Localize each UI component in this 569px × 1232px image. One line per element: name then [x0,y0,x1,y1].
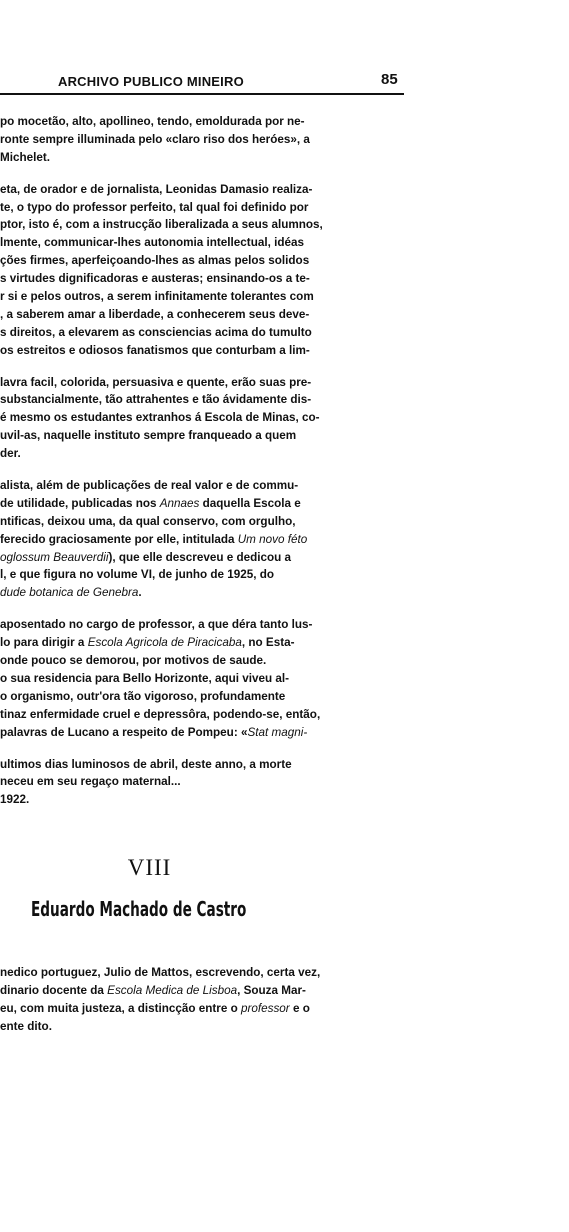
paragraph [0,756,404,810]
text-line: o organismo, outr'ora tão vigoroso, profundamente [0,689,286,703]
text-line: dinario docente da Escola Medica de Lisboa, Souza Mar- [0,983,306,997]
text-line: , a saberem amar a liberdade, a conhecerem seus deve- [0,307,310,321]
text-line: po mocetão, alto, apollineo, tendo, emoldurada por ne- [0,115,305,128]
text-line: ções firmes, aperfeiçoando-lhes as almas pelos solidos [0,254,310,268]
text-line: dude botanica de Genebra. [0,586,142,600]
text-line: Michelet. [0,150,51,164]
text-line: o sua residencia para Bello Horizonte, aqui viveu al- [0,671,290,685]
text-line: oglossum Beauverdii), que elle descreveu e dedicou a [0,550,292,564]
text-line: ptor, isto é, com a instrucção liberalizada a seus alumnos, [0,218,323,232]
text-line: tinaz enfermidade cruel e depressôra, podendo-se, então, [0,707,321,721]
text-line: ferecido graciosamente por elle, intitulada Um novo féto [0,532,308,546]
text-line: nedico portuguez, Julio de Mattos, escrevendo, certa vez, [0,966,321,979]
text-line: palavras de Lucano a respeito de Pompeu: «Stat magni- [0,725,308,739]
page-number: 85 [381,71,398,88]
text-line: ntificas, deixou uma, da qual conservo, com orgulho, [0,514,296,528]
text-line: l, e que figura no volume VI, de junho de 1925, do [0,568,275,582]
text-line: alista, além de publicações de real valor e de commu- [0,479,299,493]
text-line: uvil-as, naquelle instituto sempre franqueado a quem [0,429,297,443]
text-line: ronte sempre illuminada pelo «claro riso dos heróes», a [0,132,310,146]
text-line: s virtudes dignificadoras e austeras; ensinando-os a te- [0,272,310,286]
paragraph [0,477,404,602]
text-line: der. [0,447,21,461]
text-line: eta, de orador e de jornalista, Leonidas Damasio realiza- [0,182,313,196]
chapter-opening-text [0,964,404,1036]
text-line: s direitos, a elevarem as consciencias acima do tumulto [0,325,312,339]
text-line: aposentado no cargo de professor, a que déra tanto lus- [0,618,313,632]
text-line: lavra facil, colorida, persuasiva e quente, erão suas pre- [0,375,312,389]
text-line: lo para dirigir a Escola Agricola de Piracicaba, no Esta- [0,636,295,650]
text-line: neceu em seu regaço maternal... [0,775,181,789]
text-line: eu, com muita justeza, a distincção entre o professor e o [0,1001,310,1015]
paragraph [0,113,404,167]
text-line: ultimos dias luminosos de abril, deste anno, a morte [0,757,292,771]
page-header [0,0,569,98]
text-line: onde pouco se demorou, por motivos de saude. [0,654,267,668]
running-title: ARCHIVO PUBLICO MINEIRO [58,74,244,89]
header-rule [0,93,404,95]
text-line: ente dito. [0,1019,52,1033]
text-line: os estreitos e odiosos fanatismos que conturbam a lim- [0,343,310,357]
text-line: é mesmo os estudantes extranhos á Escola de Minas, co- [0,411,320,425]
paragraph [0,616,404,741]
text-line: te, o typo do professor perfeito, tal qual foi definido por [0,200,309,214]
text-line: de utilidade, publicadas nos Annaes daquella Escola e [0,496,301,510]
text-line: lmente, communicar-lhes autonomia intellectual, idéas [0,236,304,250]
paragraph [0,374,404,463]
text-line: substancialmente, tão attrahentes e tão ávidamente dis- [0,393,312,407]
chapter-number: VIII [127,855,172,880]
body-text [0,113,404,843]
text-line: 1922. [0,793,30,807]
paragraph [0,181,404,360]
chapter-title: Eduardo Machado de Castro [31,897,247,921]
text-line: r si e pelos outros, a serem infinitamente tolerantes com [0,290,314,304]
